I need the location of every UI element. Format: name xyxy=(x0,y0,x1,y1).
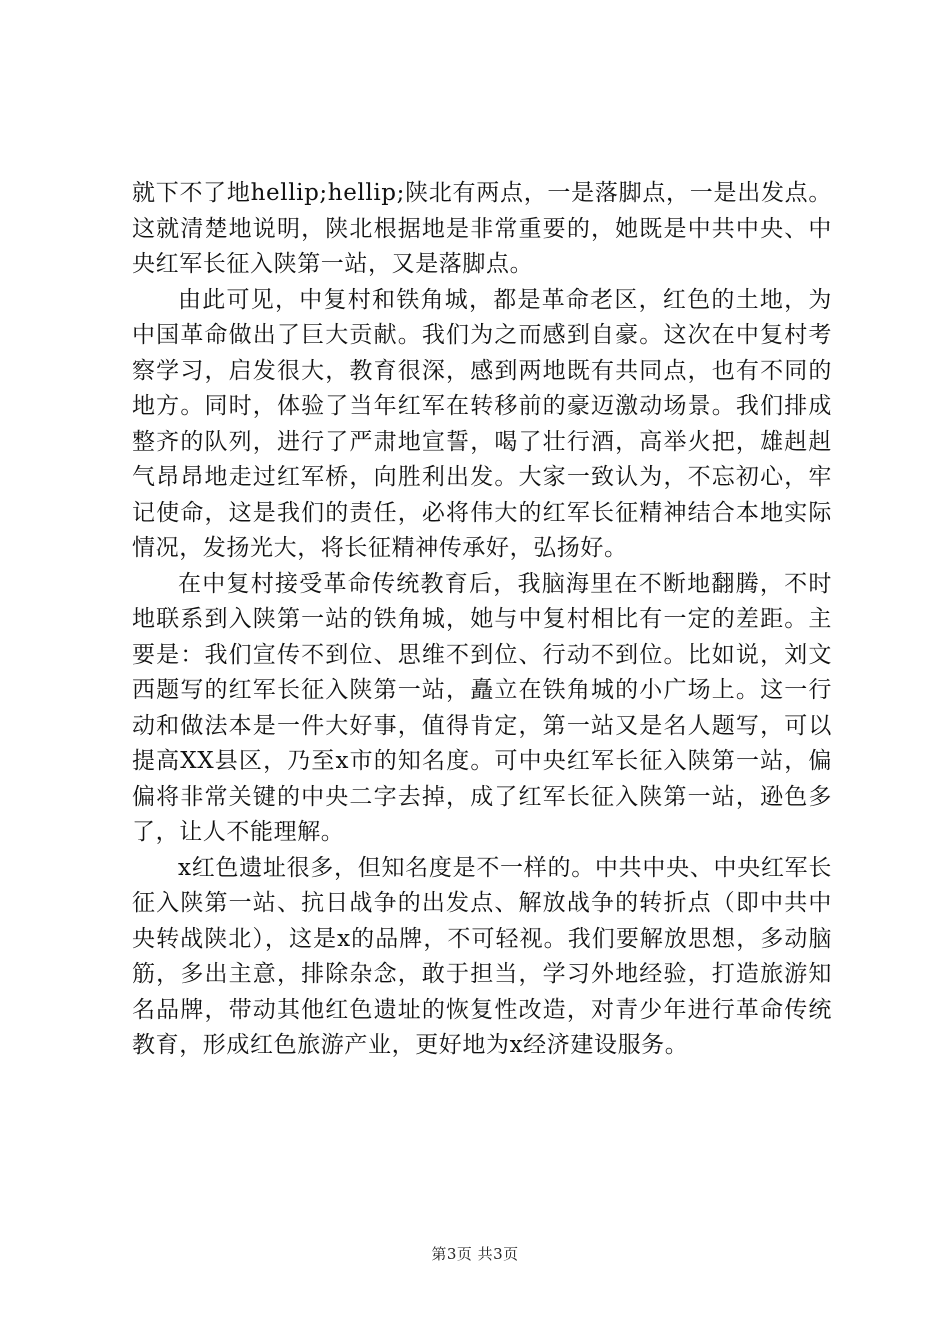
page-number-footer: 第3页 共3页 xyxy=(431,1245,519,1263)
paragraph-red-tourism: x红色遗址很多，但知名度是不一样的。中共中央、中央红军长征入陕第一站、抗日战争的出发点、解放战争的转折点（即中共中央转战陕北），这是x的品牌，不可轻视。我们要解放思想，多动脑筋，多出主意，排除杂念，敢于担当，学习外地经验，打造旅游知名品牌，带动其他红色遗址的恢复性改造，对青少年进行革命传统教育，形成红色旅游产业，更好地为x经济建设服务。 xyxy=(132,854,832,1058)
paragraph-continuation: 就下不了地hellip;hellip;陕北有两点，一是落脚点，一是出发点。这就清楚地说明，陕北根据地是非常重要的，她既是中共中央、中央红军长征入陕第一站，又是落脚点。 xyxy=(132,180,832,277)
paragraph-revolutionary-areas: 由此可见，中复村和铁角城，都是革命老区，红色的土地，为中国革命做出了巨大贡献。我们为之而感到自豪。这次在中复村考察学习，启发很大，教育很深，感到两地既有共同点，也有不同的地方。同时，体验了当年红军在转移前的豪迈激动场景。我们排成整齐的队列，进行了严肃地宣誓，喝了壮行酒，高举火把，雄赳赳气昂昂地走过红军桥，向胜利出发。大家一致认为，不忘初心，牢记使命，这是我们的责任，必将伟大的红军长征精神结合本地实际情况，发扬光大，将长征精神传承好，弘扬好。 xyxy=(132,286,832,561)
paragraph-gap-analysis: 在中复村接受革命传统教育后，我脑海里在不断地翻腾，不时地联系到入陕第一站的铁角城，她与中复村相比有一定的差距。主要是：我们宣传不到位、思维不到位、行动不到位。比如说，刘文西题写的红军长征入陕第一站，矗立在铁角城的小广场上。这一行动和做法本是一件大好事，值得肯定，第一站又是名人题写，可以提高XX县区，乃至x市的知名度。可中央红军长征入陕第一站，偏偏将非常关键的中央二字去掉，成了红军长征入陕第一站，逊色多了，让人不能理解。 xyxy=(132,570,832,845)
document-body xyxy=(132,176,832,1064)
